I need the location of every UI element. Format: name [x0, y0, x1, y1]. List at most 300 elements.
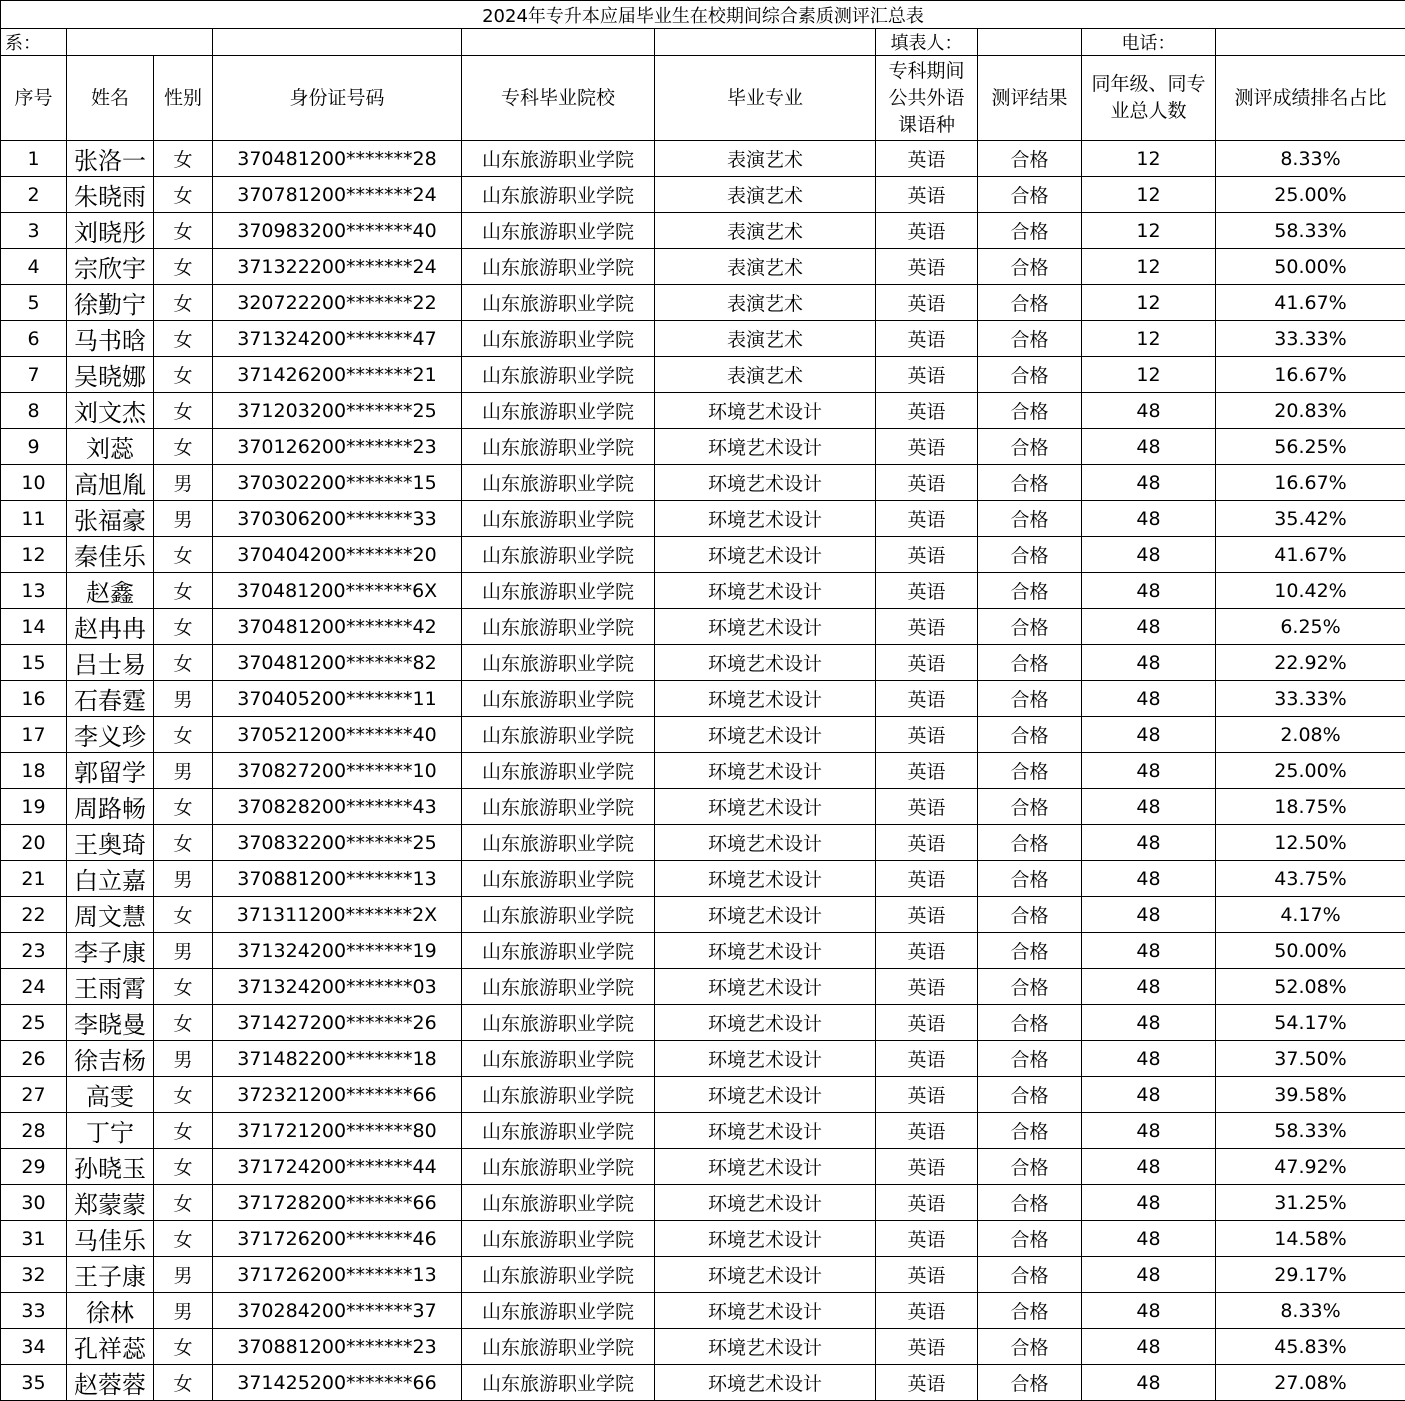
cell-language: 英语	[876, 249, 978, 285]
header-gender: 性别	[154, 56, 213, 141]
table-row	[1, 1221, 1405, 1257]
cell-name: 周文慧	[67, 897, 154, 933]
cell-result: 合格	[978, 1185, 1082, 1221]
cell-school: 山东旅游职业学院	[462, 465, 655, 501]
cell-gender: 男	[154, 753, 213, 789]
cell-rank: 18.75%	[1216, 789, 1405, 825]
cell-result: 合格	[978, 933, 1082, 969]
cell-school: 山东旅游职业学院	[462, 933, 655, 969]
cell-rank: 58.33%	[1216, 213, 1405, 249]
cell-result: 合格	[978, 501, 1082, 537]
cell-major: 环境艺术设计	[655, 753, 876, 789]
cell-name: 李晓曼	[67, 1005, 154, 1041]
cell-total: 48	[1082, 1149, 1216, 1185]
cell-gender: 男	[154, 1293, 213, 1329]
meta-blank-cell[interactable]	[655, 29, 876, 56]
cell-seq: 21	[1, 861, 67, 897]
filler-value-cell[interactable]	[978, 29, 1082, 56]
cell-language: 英语	[876, 393, 978, 429]
cell-rank: 22.92%	[1216, 645, 1405, 681]
cell-language: 英语	[876, 1257, 978, 1293]
table-row	[1, 1185, 1405, 1221]
cell-gender: 女	[154, 1149, 213, 1185]
meta-blank-cell[interactable]	[462, 29, 655, 56]
cell-result: 合格	[978, 537, 1082, 573]
cell-seq: 33	[1, 1293, 67, 1329]
cell-total: 48	[1082, 1365, 1216, 1401]
cell-seq: 25	[1, 1005, 67, 1041]
cell-name: 丁宁	[67, 1113, 154, 1149]
cell-major: 环境艺术设计	[655, 1257, 876, 1293]
cell-seq: 4	[1, 249, 67, 285]
cell-result: 合格	[978, 321, 1082, 357]
table-row	[1, 645, 1405, 681]
cell-rank: 41.67%	[1216, 537, 1405, 573]
cell-total: 48	[1082, 465, 1216, 501]
cell-gender: 女	[154, 393, 213, 429]
header-school: 专科毕业院校	[462, 56, 655, 141]
table-row	[1, 933, 1405, 969]
table-row	[1, 321, 1405, 357]
cell-gender: 女	[154, 429, 213, 465]
cell-gender: 女	[154, 1005, 213, 1041]
cell-name: 高旭胤	[67, 465, 154, 501]
cell-school: 山东旅游职业学院	[462, 177, 655, 213]
table-title: 2024年专升本应届毕业生在校期间综合素质测评汇总表	[1, 1, 1405, 29]
cell-major: 环境艺术设计	[655, 1113, 876, 1149]
cell-seq: 34	[1, 1329, 67, 1365]
cell-id-number: 371324200*******03	[213, 969, 462, 1005]
cell-seq: 20	[1, 825, 67, 861]
cell-language: 英语	[876, 609, 978, 645]
cell-gender: 女	[154, 1365, 213, 1401]
cell-name: 张福豪	[67, 501, 154, 537]
cell-language: 英语	[876, 141, 978, 177]
cell-result: 合格	[978, 1257, 1082, 1293]
cell-major: 环境艺术设计	[655, 465, 876, 501]
cell-school: 山东旅游职业学院	[462, 1113, 655, 1149]
table-row	[1, 1005, 1405, 1041]
cell-major: 环境艺术设计	[655, 573, 876, 609]
cell-seq: 6	[1, 321, 67, 357]
cell-name: 赵蓉蓉	[67, 1365, 154, 1401]
cell-school: 山东旅游职业学院	[462, 681, 655, 717]
cell-total: 48	[1082, 501, 1216, 537]
cell-major: 环境艺术设计	[655, 393, 876, 429]
cell-major: 环境艺术设计	[655, 861, 876, 897]
cell-language: 英语	[876, 1221, 978, 1257]
cell-total: 48	[1082, 861, 1216, 897]
cell-language: 英语	[876, 357, 978, 393]
cell-school: 山东旅游职业学院	[462, 609, 655, 645]
cell-language: 英语	[876, 1185, 978, 1221]
cell-id-number: 371324200*******19	[213, 933, 462, 969]
cell-rank: 54.17%	[1216, 1005, 1405, 1041]
cell-school: 山东旅游职业学院	[462, 1221, 655, 1257]
cell-result: 合格	[978, 969, 1082, 1005]
cell-major: 环境艺术设计	[655, 1005, 876, 1041]
cell-rank: 27.08%	[1216, 1365, 1405, 1401]
cell-language: 英语	[876, 933, 978, 969]
cell-rank: 58.33%	[1216, 1113, 1405, 1149]
table-row	[1, 249, 1405, 285]
cell-language: 英语	[876, 1077, 978, 1113]
cell-id-number: 320722200*******22	[213, 285, 462, 321]
dept-label: 系：	[1, 29, 67, 56]
cell-id-number: 370481200*******6X	[213, 573, 462, 609]
meta-blank-cell[interactable]	[213, 29, 462, 56]
cell-school: 山东旅游职业学院	[462, 1149, 655, 1185]
cell-gender: 男	[154, 1041, 213, 1077]
cell-rank: 43.75%	[1216, 861, 1405, 897]
cell-id-number: 371322200*******24	[213, 249, 462, 285]
cell-total: 48	[1082, 825, 1216, 861]
cell-gender: 女	[154, 213, 213, 249]
cell-total: 48	[1082, 573, 1216, 609]
table-row	[1, 1293, 1405, 1329]
cell-seq: 19	[1, 789, 67, 825]
cell-language: 英语	[876, 681, 978, 717]
cell-id-number: 370481200*******42	[213, 609, 462, 645]
cell-total: 12	[1082, 177, 1216, 213]
cell-name: 张洛一	[67, 141, 154, 177]
cell-result: 合格	[978, 681, 1082, 717]
cell-gender: 女	[154, 645, 213, 681]
cell-name: 刘文杰	[67, 393, 154, 429]
cell-rank: 41.67%	[1216, 285, 1405, 321]
table-body	[1, 141, 1405, 1401]
cell-name: 刘蕊	[67, 429, 154, 465]
cell-school: 山东旅游职业学院	[462, 285, 655, 321]
cell-major: 环境艺术设计	[655, 969, 876, 1005]
cell-result: 合格	[978, 429, 1082, 465]
cell-major: 表演艺术	[655, 285, 876, 321]
cell-language: 英语	[876, 1293, 978, 1329]
cell-gender: 男	[154, 465, 213, 501]
cell-major: 表演艺术	[655, 177, 876, 213]
table-row	[1, 717, 1405, 753]
cell-gender: 女	[154, 1113, 213, 1149]
cell-seq: 16	[1, 681, 67, 717]
cell-result: 合格	[978, 1113, 1082, 1149]
cell-rank: 4.17%	[1216, 897, 1405, 933]
cell-seq: 17	[1, 717, 67, 753]
cell-rank: 8.33%	[1216, 141, 1405, 177]
cell-language: 英语	[876, 177, 978, 213]
cell-id-number: 371425200*******66	[213, 1365, 462, 1401]
table-row	[1, 1257, 1405, 1293]
cell-result: 合格	[978, 573, 1082, 609]
cell-major: 环境艺术设计	[655, 645, 876, 681]
cell-seq: 27	[1, 1077, 67, 1113]
phone-value-cell[interactable]	[1216, 29, 1405, 56]
cell-school: 山东旅游职业学院	[462, 357, 655, 393]
cell-school: 山东旅游职业学院	[462, 1041, 655, 1077]
cell-major: 表演艺术	[655, 141, 876, 177]
cell-major: 表演艺术	[655, 321, 876, 357]
cell-rank: 2.08%	[1216, 717, 1405, 753]
cell-language: 英语	[876, 1365, 978, 1401]
cell-total: 48	[1082, 1005, 1216, 1041]
cell-rank: 25.00%	[1216, 177, 1405, 213]
cell-id-number: 370405200*******11	[213, 681, 462, 717]
cell-name: 赵鑫	[67, 573, 154, 609]
cell-total: 48	[1082, 1293, 1216, 1329]
cell-seq: 18	[1, 753, 67, 789]
cell-rank: 56.25%	[1216, 429, 1405, 465]
cell-name: 徐勤宁	[67, 285, 154, 321]
cell-major: 环境艺术设计	[655, 933, 876, 969]
header-result: 测评结果	[978, 56, 1082, 141]
cell-language: 英语	[876, 1149, 978, 1185]
cell-id-number: 370827200*******10	[213, 753, 462, 789]
cell-total: 48	[1082, 1041, 1216, 1077]
cell-result: 合格	[978, 897, 1082, 933]
cell-result: 合格	[978, 861, 1082, 897]
cell-id-number: 371482200*******18	[213, 1041, 462, 1077]
cell-name: 郑蒙蒙	[67, 1185, 154, 1221]
cell-seq: 22	[1, 897, 67, 933]
cell-language: 英语	[876, 789, 978, 825]
cell-result: 合格	[978, 1293, 1082, 1329]
cell-result: 合格	[978, 1221, 1082, 1257]
cell-gender: 女	[154, 357, 213, 393]
cell-major: 环境艺术设计	[655, 897, 876, 933]
cell-seq: 15	[1, 645, 67, 681]
cell-gender: 女	[154, 249, 213, 285]
cell-rank: 29.17%	[1216, 1257, 1405, 1293]
table-row	[1, 141, 1405, 177]
cell-result: 合格	[978, 285, 1082, 321]
cell-seq: 26	[1, 1041, 67, 1077]
cell-seq: 13	[1, 573, 67, 609]
cell-name: 朱晓雨	[67, 177, 154, 213]
cell-total: 12	[1082, 285, 1216, 321]
cell-result: 合格	[978, 249, 1082, 285]
cell-result: 合格	[978, 357, 1082, 393]
cell-rank: 12.50%	[1216, 825, 1405, 861]
cell-id-number: 370126200*******23	[213, 429, 462, 465]
cell-school: 山东旅游职业学院	[462, 573, 655, 609]
cell-rank: 33.33%	[1216, 681, 1405, 717]
cell-major: 环境艺术设计	[655, 501, 876, 537]
cell-result: 合格	[978, 609, 1082, 645]
cell-total: 48	[1082, 1185, 1216, 1221]
cell-language: 英语	[876, 465, 978, 501]
cell-seq: 9	[1, 429, 67, 465]
cell-gender: 女	[154, 177, 213, 213]
cell-language: 英语	[876, 717, 978, 753]
cell-gender: 女	[154, 789, 213, 825]
table-row	[1, 789, 1405, 825]
cell-language: 英语	[876, 429, 978, 465]
cell-school: 山东旅游职业学院	[462, 717, 655, 753]
cell-major: 表演艺术	[655, 357, 876, 393]
table-row	[1, 1149, 1405, 1185]
cell-school: 山东旅游职业学院	[462, 537, 655, 573]
cell-total: 48	[1082, 645, 1216, 681]
cell-name: 王雨霄	[67, 969, 154, 1005]
table-row	[1, 429, 1405, 465]
cell-school: 山东旅游职业学院	[462, 897, 655, 933]
cell-result: 合格	[978, 825, 1082, 861]
cell-gender: 女	[154, 825, 213, 861]
cell-id-number: 371724200*******44	[213, 1149, 462, 1185]
table-row	[1, 681, 1405, 717]
table-row	[1, 465, 1405, 501]
cell-language: 英语	[876, 861, 978, 897]
cell-name: 孙晓玉	[67, 1149, 154, 1185]
cell-seq: 28	[1, 1113, 67, 1149]
cell-school: 山东旅游职业学院	[462, 213, 655, 249]
cell-major: 环境艺术设计	[655, 1185, 876, 1221]
cell-rank: 39.58%	[1216, 1077, 1405, 1113]
cell-name: 李子康	[67, 933, 154, 969]
cell-name: 徐林	[67, 1293, 154, 1329]
cell-major: 环境艺术设计	[655, 1293, 876, 1329]
cell-id-number: 370832200*******25	[213, 825, 462, 861]
cell-name: 马佳乐	[67, 1221, 154, 1257]
cell-seq: 10	[1, 465, 67, 501]
cell-id-number: 370828200*******43	[213, 789, 462, 825]
cell-major: 环境艺术设计	[655, 1149, 876, 1185]
cell-rank: 47.92%	[1216, 1149, 1405, 1185]
cell-result: 合格	[978, 213, 1082, 249]
cell-gender: 女	[154, 141, 213, 177]
table-row	[1, 357, 1405, 393]
cell-school: 山东旅游职业学院	[462, 825, 655, 861]
cell-name: 刘晓彤	[67, 213, 154, 249]
cell-language: 英语	[876, 1113, 978, 1149]
filler-label: 填表人：	[876, 29, 978, 56]
header-seq: 序号	[1, 56, 67, 141]
table-row	[1, 573, 1405, 609]
cell-total: 48	[1082, 1113, 1216, 1149]
cell-school: 山东旅游职业学院	[462, 321, 655, 357]
cell-total: 12	[1082, 213, 1216, 249]
cell-rank: 35.42%	[1216, 501, 1405, 537]
cell-school: 山东旅游职业学院	[462, 501, 655, 537]
cell-gender: 女	[154, 573, 213, 609]
cell-total: 12	[1082, 321, 1216, 357]
cell-name: 孔祥蕊	[67, 1329, 154, 1365]
cell-language: 英语	[876, 573, 978, 609]
cell-gender: 女	[154, 1077, 213, 1113]
cell-seq: 2	[1, 177, 67, 213]
cell-language: 英语	[876, 897, 978, 933]
cell-seq: 1	[1, 141, 67, 177]
cell-id-number: 371324200*******47	[213, 321, 462, 357]
dept-value-cell[interactable]	[67, 29, 213, 56]
cell-rank: 16.67%	[1216, 357, 1405, 393]
cell-result: 合格	[978, 393, 1082, 429]
cell-gender: 女	[154, 717, 213, 753]
cell-result: 合格	[978, 177, 1082, 213]
cell-major: 环境艺术设计	[655, 1077, 876, 1113]
cell-school: 山东旅游职业学院	[462, 1005, 655, 1041]
cell-id-number: 370306200*******33	[213, 501, 462, 537]
header-id: 身份证号码	[213, 56, 462, 141]
cell-id-number: 371203200*******25	[213, 393, 462, 429]
cell-school: 山东旅游职业学院	[462, 1329, 655, 1365]
cell-school: 山东旅游职业学院	[462, 969, 655, 1005]
cell-result: 合格	[978, 1005, 1082, 1041]
cell-total: 48	[1082, 969, 1216, 1005]
cell-total: 48	[1082, 393, 1216, 429]
cell-rank: 37.50%	[1216, 1041, 1405, 1077]
cell-rank: 14.58%	[1216, 1221, 1405, 1257]
cell-name: 石春霆	[67, 681, 154, 717]
cell-language: 英语	[876, 825, 978, 861]
cell-gender: 男	[154, 933, 213, 969]
cell-gender: 女	[154, 609, 213, 645]
table-row	[1, 1041, 1405, 1077]
cell-gender: 女	[154, 1329, 213, 1365]
cell-language: 英语	[876, 1329, 978, 1365]
cell-gender: 女	[154, 1221, 213, 1257]
cell-total: 48	[1082, 753, 1216, 789]
table-row	[1, 1329, 1405, 1365]
cell-seq: 35	[1, 1365, 67, 1401]
cell-total: 48	[1082, 717, 1216, 753]
cell-total: 48	[1082, 897, 1216, 933]
header-lang: 专科期间公共外语课语种	[876, 56, 978, 141]
cell-total: 48	[1082, 789, 1216, 825]
cell-major: 环境艺术设计	[655, 1329, 876, 1365]
cell-gender: 女	[154, 285, 213, 321]
cell-major: 环境艺术设计	[655, 1221, 876, 1257]
cell-gender: 女	[154, 321, 213, 357]
cell-gender: 女	[154, 1185, 213, 1221]
cell-id-number: 372321200*******66	[213, 1077, 462, 1113]
table-row	[1, 285, 1405, 321]
cell-result: 合格	[978, 717, 1082, 753]
cell-seq: 31	[1, 1221, 67, 1257]
header-total: 同年级、同专业总人数	[1082, 56, 1216, 141]
cell-seq: 8	[1, 393, 67, 429]
cell-id-number: 371721200*******80	[213, 1113, 462, 1149]
cell-id-number: 371726200*******46	[213, 1221, 462, 1257]
cell-result: 合格	[978, 1041, 1082, 1077]
cell-gender: 女	[154, 537, 213, 573]
table-row	[1, 897, 1405, 933]
cell-id-number: 370521200*******40	[213, 717, 462, 753]
cell-language: 英语	[876, 1041, 978, 1077]
cell-language: 英语	[876, 285, 978, 321]
cell-result: 合格	[978, 141, 1082, 177]
header-major: 毕业专业	[655, 56, 876, 141]
cell-seq: 11	[1, 501, 67, 537]
cell-id-number: 370983200*******40	[213, 213, 462, 249]
cell-major: 环境艺术设计	[655, 825, 876, 861]
cell-language: 英语	[876, 501, 978, 537]
cell-name: 王奥琦	[67, 825, 154, 861]
cell-language: 英语	[876, 213, 978, 249]
cell-name: 吴晓娜	[67, 357, 154, 393]
cell-language: 英语	[876, 645, 978, 681]
header-rank: 测评成绩排名占比	[1216, 56, 1405, 141]
cell-seq: 29	[1, 1149, 67, 1185]
cell-seq: 5	[1, 285, 67, 321]
cell-language: 英语	[876, 1005, 978, 1041]
cell-school: 山东旅游职业学院	[462, 1365, 655, 1401]
cell-school: 山东旅游职业学院	[462, 645, 655, 681]
table-row	[1, 501, 1405, 537]
cell-major: 表演艺术	[655, 213, 876, 249]
cell-language: 英语	[876, 969, 978, 1005]
cell-rank: 16.67%	[1216, 465, 1405, 501]
cell-rank: 50.00%	[1216, 933, 1405, 969]
